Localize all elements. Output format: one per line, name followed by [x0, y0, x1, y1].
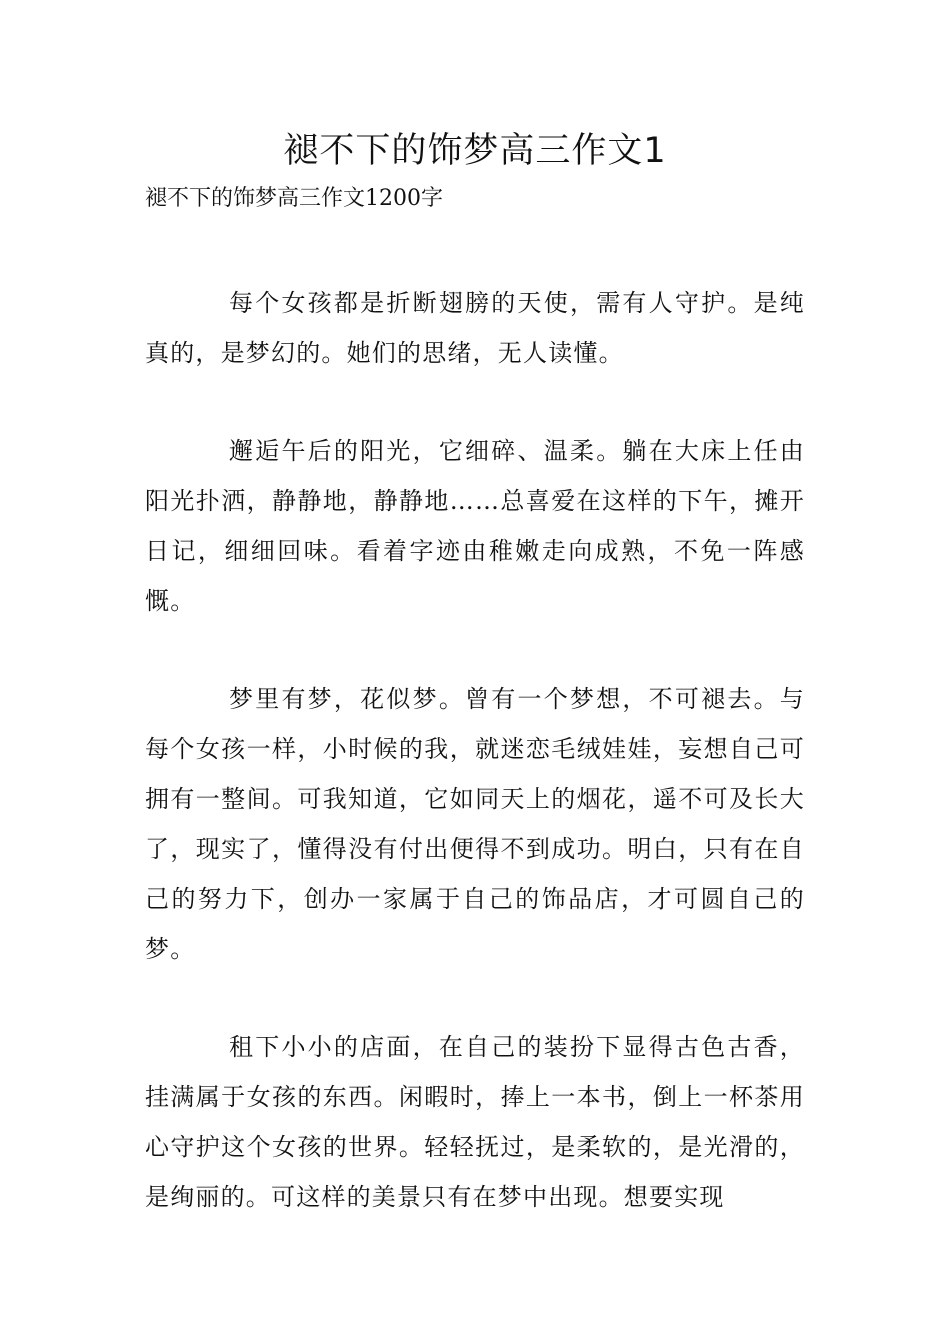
paragraph-1: 每个女孩都是折断翅膀的天使，需有人守护。是纯真的，是梦幻的。她们的思绪，无人读懂。 [145, 289, 805, 367]
document-title: 褪不下的饰梦高三作文1 [283, 131, 667, 171]
document-body [145, 278, 805, 1268]
paragraph-3: 梦里有梦，花似梦。曾有一个梦想，不可褪去。与每个女孩一样，小时候的我，就迷恋毛绒娃娃，妄想自己可拥有一整间。可我知道，它如同天上的烟花，遥不可及长大了，现实了，懂得没有付出便得不到成功。明白，只有在自己的努力下，创办一家属于自己的饰品店，才可圆自己的梦。 [145, 685, 805, 963]
paragraph-2: 邂逅午后的阳光，它细碎、温柔。躺在大床上任由阳光扑洒，静静地，静静地……总喜爱在这样的下午，摊开日记，细细回味。看着字迹由稚嫩走向成熟，不免一阵感慨。 [145, 437, 805, 615]
document-subtitle: 褪不下的饰梦高三作文1200字 [145, 186, 443, 211]
paragraph-4: 租下小小的店面，在自己的装扮下显得古色古香，挂满属于女孩的东西。闲暇时，捧上一本书，倒上一杯茶用心守护这个女孩的世界。轻轻抚过，是柔软的，是光滑的，是绚丽的。可这样的美景只有在梦中出现。想要实现 [145, 1033, 805, 1211]
